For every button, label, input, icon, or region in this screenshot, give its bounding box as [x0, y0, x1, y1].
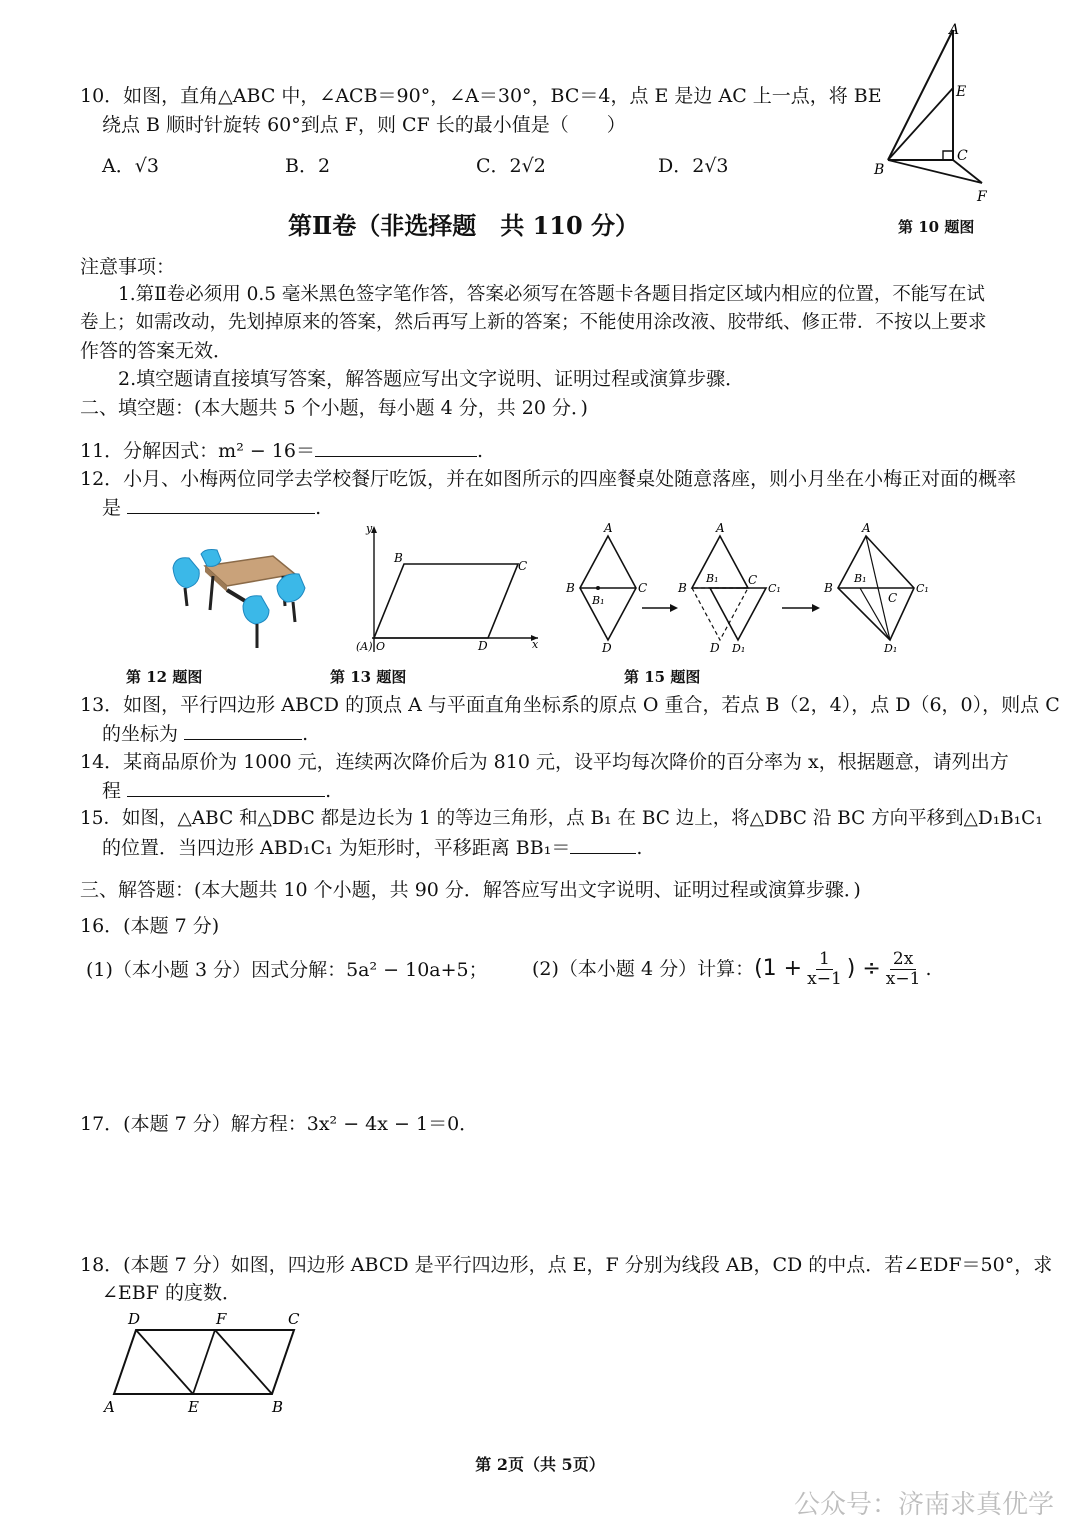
p1-label-b1: B₁	[592, 594, 605, 607]
point-b1	[596, 586, 600, 590]
notice-item2: 2.填空题请直接填写答案，解答题应写出文字说明、证明过程或演算步骤．	[118, 368, 745, 390]
arrow-right-icon	[670, 604, 678, 612]
q16-fraction-1	[804, 950, 845, 989]
q13-origin-label: (A) O	[356, 640, 386, 653]
q16-sub1: (1)（本小题 3 分）因式分解：5a² − 10a+5；	[86, 959, 488, 981]
p2-label-b: B	[678, 581, 687, 595]
q12-line2	[102, 493, 321, 522]
q11-answer-blank[interactable]	[315, 436, 477, 457]
triangle-d1b1c1	[710, 588, 766, 640]
q12-line1: 12．小月、小梅两位同学去学校餐厅吃饭，并在如图所示的四座餐桌处随意落座，则小月坐在小梅正对面的概率	[80, 468, 1017, 490]
q15-line2-prefix: 的位置．当四边形 ABD₁C₁ 为矩形时，平移距离 BB₁＝	[102, 837, 571, 859]
q10-option-c: C．2√2	[476, 155, 546, 177]
q18-line1: 18．(本题 7 分）如图，四边形 ABCD 是平行四边形，点 E，F 分别为线段 AB，CD 的中点．若∠EDF＝50°，求	[80, 1254, 1053, 1276]
q10-label-e: E	[956, 84, 967, 100]
q15-end: .	[636, 837, 643, 859]
q10-stem-line2: 绕点 B 顺时针旋转 60°到点 F，则 CF 长的最小值是（ ）	[102, 114, 626, 136]
q10-segment-be	[888, 88, 953, 160]
seat-icon	[243, 596, 269, 624]
q13-line2-prefix: 的坐标为	[102, 723, 179, 745]
notice-item1-line2: 卷上；如需改动，先划掉原来的答案，然后再写上新的答案；不能使用涂改液、胶带纸、修正带．不按以上要求	[80, 312, 987, 333]
q18-label-f: F	[216, 1310, 227, 1328]
q12-end: .	[315, 497, 322, 519]
q16-title: 16．(本题 7 分)	[80, 915, 220, 937]
p3-label-d1: D₁	[884, 642, 898, 655]
q18-label-d: D	[128, 1310, 141, 1328]
notice-heading: 注意事项：	[80, 256, 176, 278]
q17: 17．(本题 7 分）解方程：3x² − 4x − 1＝0．	[80, 1113, 479, 1135]
q15-line2	[102, 833, 642, 862]
q11-end: .	[477, 440, 484, 462]
q14-line2-prefix: 程	[102, 780, 122, 802]
q12-answer-blank[interactable]	[127, 493, 315, 514]
q15-answer-blank[interactable]	[570, 833, 636, 854]
q13-label-c: C	[518, 559, 528, 573]
q14-line2	[102, 776, 331, 805]
triangle-dbc-dashed	[692, 588, 748, 640]
q15-panel-1	[565, 521, 647, 655]
p1-label-d: D	[602, 641, 612, 655]
q10-figure-caption: 第 10 题图	[898, 218, 975, 236]
q13-label-d: D	[478, 639, 488, 653]
table-leg	[210, 576, 213, 610]
arrow-right-icon	[812, 604, 820, 612]
q13-label-b: B	[394, 551, 403, 565]
p3-label-c1: C₁	[916, 582, 929, 595]
q15-panel-2	[677, 521, 781, 655]
q16-frac1-den: x−1	[807, 968, 842, 989]
p2-label-d1: D₁	[732, 642, 746, 655]
q16-sub2	[532, 946, 931, 992]
p1-label-b: B	[566, 581, 575, 595]
p2-label-c1: C₁	[768, 582, 781, 595]
q14-end: .	[325, 780, 332, 802]
p1-label-a: A	[604, 521, 613, 535]
p1-label-c: C	[638, 581, 648, 595]
q11	[80, 436, 483, 465]
q13-line2	[102, 719, 308, 748]
q14-line1: 14．某商品原价为 1000 元，连续两次降价后为 810 元，设平均每次降价的百分率为 x，根据题意，请列出方	[80, 751, 1009, 773]
page-footer: 第 2页（共 5页）	[475, 1455, 605, 1474]
q16-frac1-num: 1	[816, 950, 833, 970]
q10-option-a: A．√3	[102, 155, 159, 177]
seat-icon	[201, 550, 221, 567]
q18-label-c: C	[288, 1310, 300, 1328]
q10-option-d: D．2√3	[658, 155, 729, 177]
q16-frac2-den: x−1	[885, 968, 921, 989]
q18-figure	[96, 1306, 326, 1418]
part2-heading: 二、填空题：(本大题共 5 个小题，每小题 4 分，共 20 分．)	[80, 397, 588, 419]
q18-segment-fb	[215, 1330, 272, 1394]
q16-expr-end: .	[925, 958, 932, 980]
q12-figure-caption: 第 12 题图	[126, 668, 203, 686]
q18-line2: ∠EBF 的度数．	[102, 1282, 241, 1304]
q16-frac2-num: 2x	[890, 950, 916, 970]
q13-figure-caption: 第 13 题图	[330, 668, 407, 686]
notice-item1-line3: 作答的答案无效．	[80, 340, 233, 362]
watermark: 公众号：济南求真优学	[793, 1490, 1054, 1520]
p2-label-c: C	[748, 573, 758, 587]
q16-expr-open: (1 +	[754, 956, 803, 981]
p2-label-a: A	[716, 521, 725, 535]
p3-label-c: C	[888, 591, 898, 605]
q10-label-a: A	[949, 22, 960, 38]
p3-label-b1: B₁	[854, 572, 867, 585]
q16-expr-mid: ) ÷	[846, 956, 881, 981]
q18-label-b: B	[272, 1398, 284, 1416]
q10-segment-ab	[888, 30, 953, 160]
q13-end: .	[302, 723, 309, 745]
q15-figure	[560, 520, 940, 658]
notice-item1-line1: 1.第Ⅱ卷必须用 0.5 毫米黑色签字笔作答，答案必须写在答题卡各题目指定区域内相应的位置，不能写在试	[118, 284, 985, 305]
q15-figure-caption: 第 15 题图	[624, 668, 701, 686]
q10-label-c: C	[957, 148, 968, 164]
q18-segment-ef	[193, 1330, 215, 1394]
q13-answer-blank[interactable]	[184, 719, 302, 740]
part3-heading: 三、解答题：(本大题共 10 个小题，共 90 分．解答应写出文字说明、证明过程或演算步骤．)	[80, 879, 861, 901]
q18-label-e: E	[188, 1398, 199, 1416]
q13-y-label: y	[366, 522, 373, 535]
seat-icon	[173, 558, 199, 588]
seat-icon	[277, 574, 305, 602]
seat-leg	[293, 602, 295, 622]
q10-label-b: B	[874, 162, 885, 178]
q18-segment-de	[136, 1330, 193, 1394]
p2-label-b1: B₁	[706, 572, 719, 585]
q16-sub2-prefix: (2)（本小题 4 分）计算：	[532, 958, 755, 980]
section2-title: 第Ⅱ卷（非选择题 共 110 分）	[288, 211, 640, 240]
q15-line1: 15．如图，△ABC 和△DBC 都是边长为 1 的等边三角形，点 B₁ 在 BC 边上，将△DBC 沿 BC 方向平移到△D₁B₁C₁	[80, 808, 1043, 829]
q10-label-f: F	[977, 189, 987, 205]
q16-fraction-2	[883, 950, 924, 989]
seat-leg	[185, 588, 187, 606]
parallelogram-abcd	[374, 564, 518, 638]
q14-answer-blank[interactable]	[127, 776, 325, 797]
q12-line2-prefix: 是	[102, 497, 122, 519]
q12-table-figure	[165, 548, 325, 658]
p3-label-b: B	[824, 581, 833, 595]
q15-panel-3	[823, 521, 929, 655]
q13-line1: 13．如图，平行四边形 ABCD 的顶点 A 与平面直角坐标系的原点 O 重合，若点 B（2，4），点 D（6，0），则点 C	[80, 694, 1060, 716]
p3-label-a: A	[862, 521, 871, 535]
q10-right-angle-mark	[943, 151, 953, 160]
q13-figure	[352, 520, 548, 656]
q13-x-label: x	[532, 638, 539, 651]
q18-label-a: A	[104, 1398, 115, 1416]
p2-label-d: D	[710, 641, 720, 655]
q10-stem-line1: 10．如图，直角△ABC 中，∠ACB＝90°，∠A＝30°，BC＝4，点 E 是边 AC 上一点，将 BE	[80, 85, 882, 107]
q10-figure	[860, 18, 1010, 218]
triangle-abc	[692, 536, 748, 588]
q10-option-b: B．2	[285, 155, 331, 177]
q11-text: 11．分解因式：m² − 16＝	[80, 440, 315, 462]
